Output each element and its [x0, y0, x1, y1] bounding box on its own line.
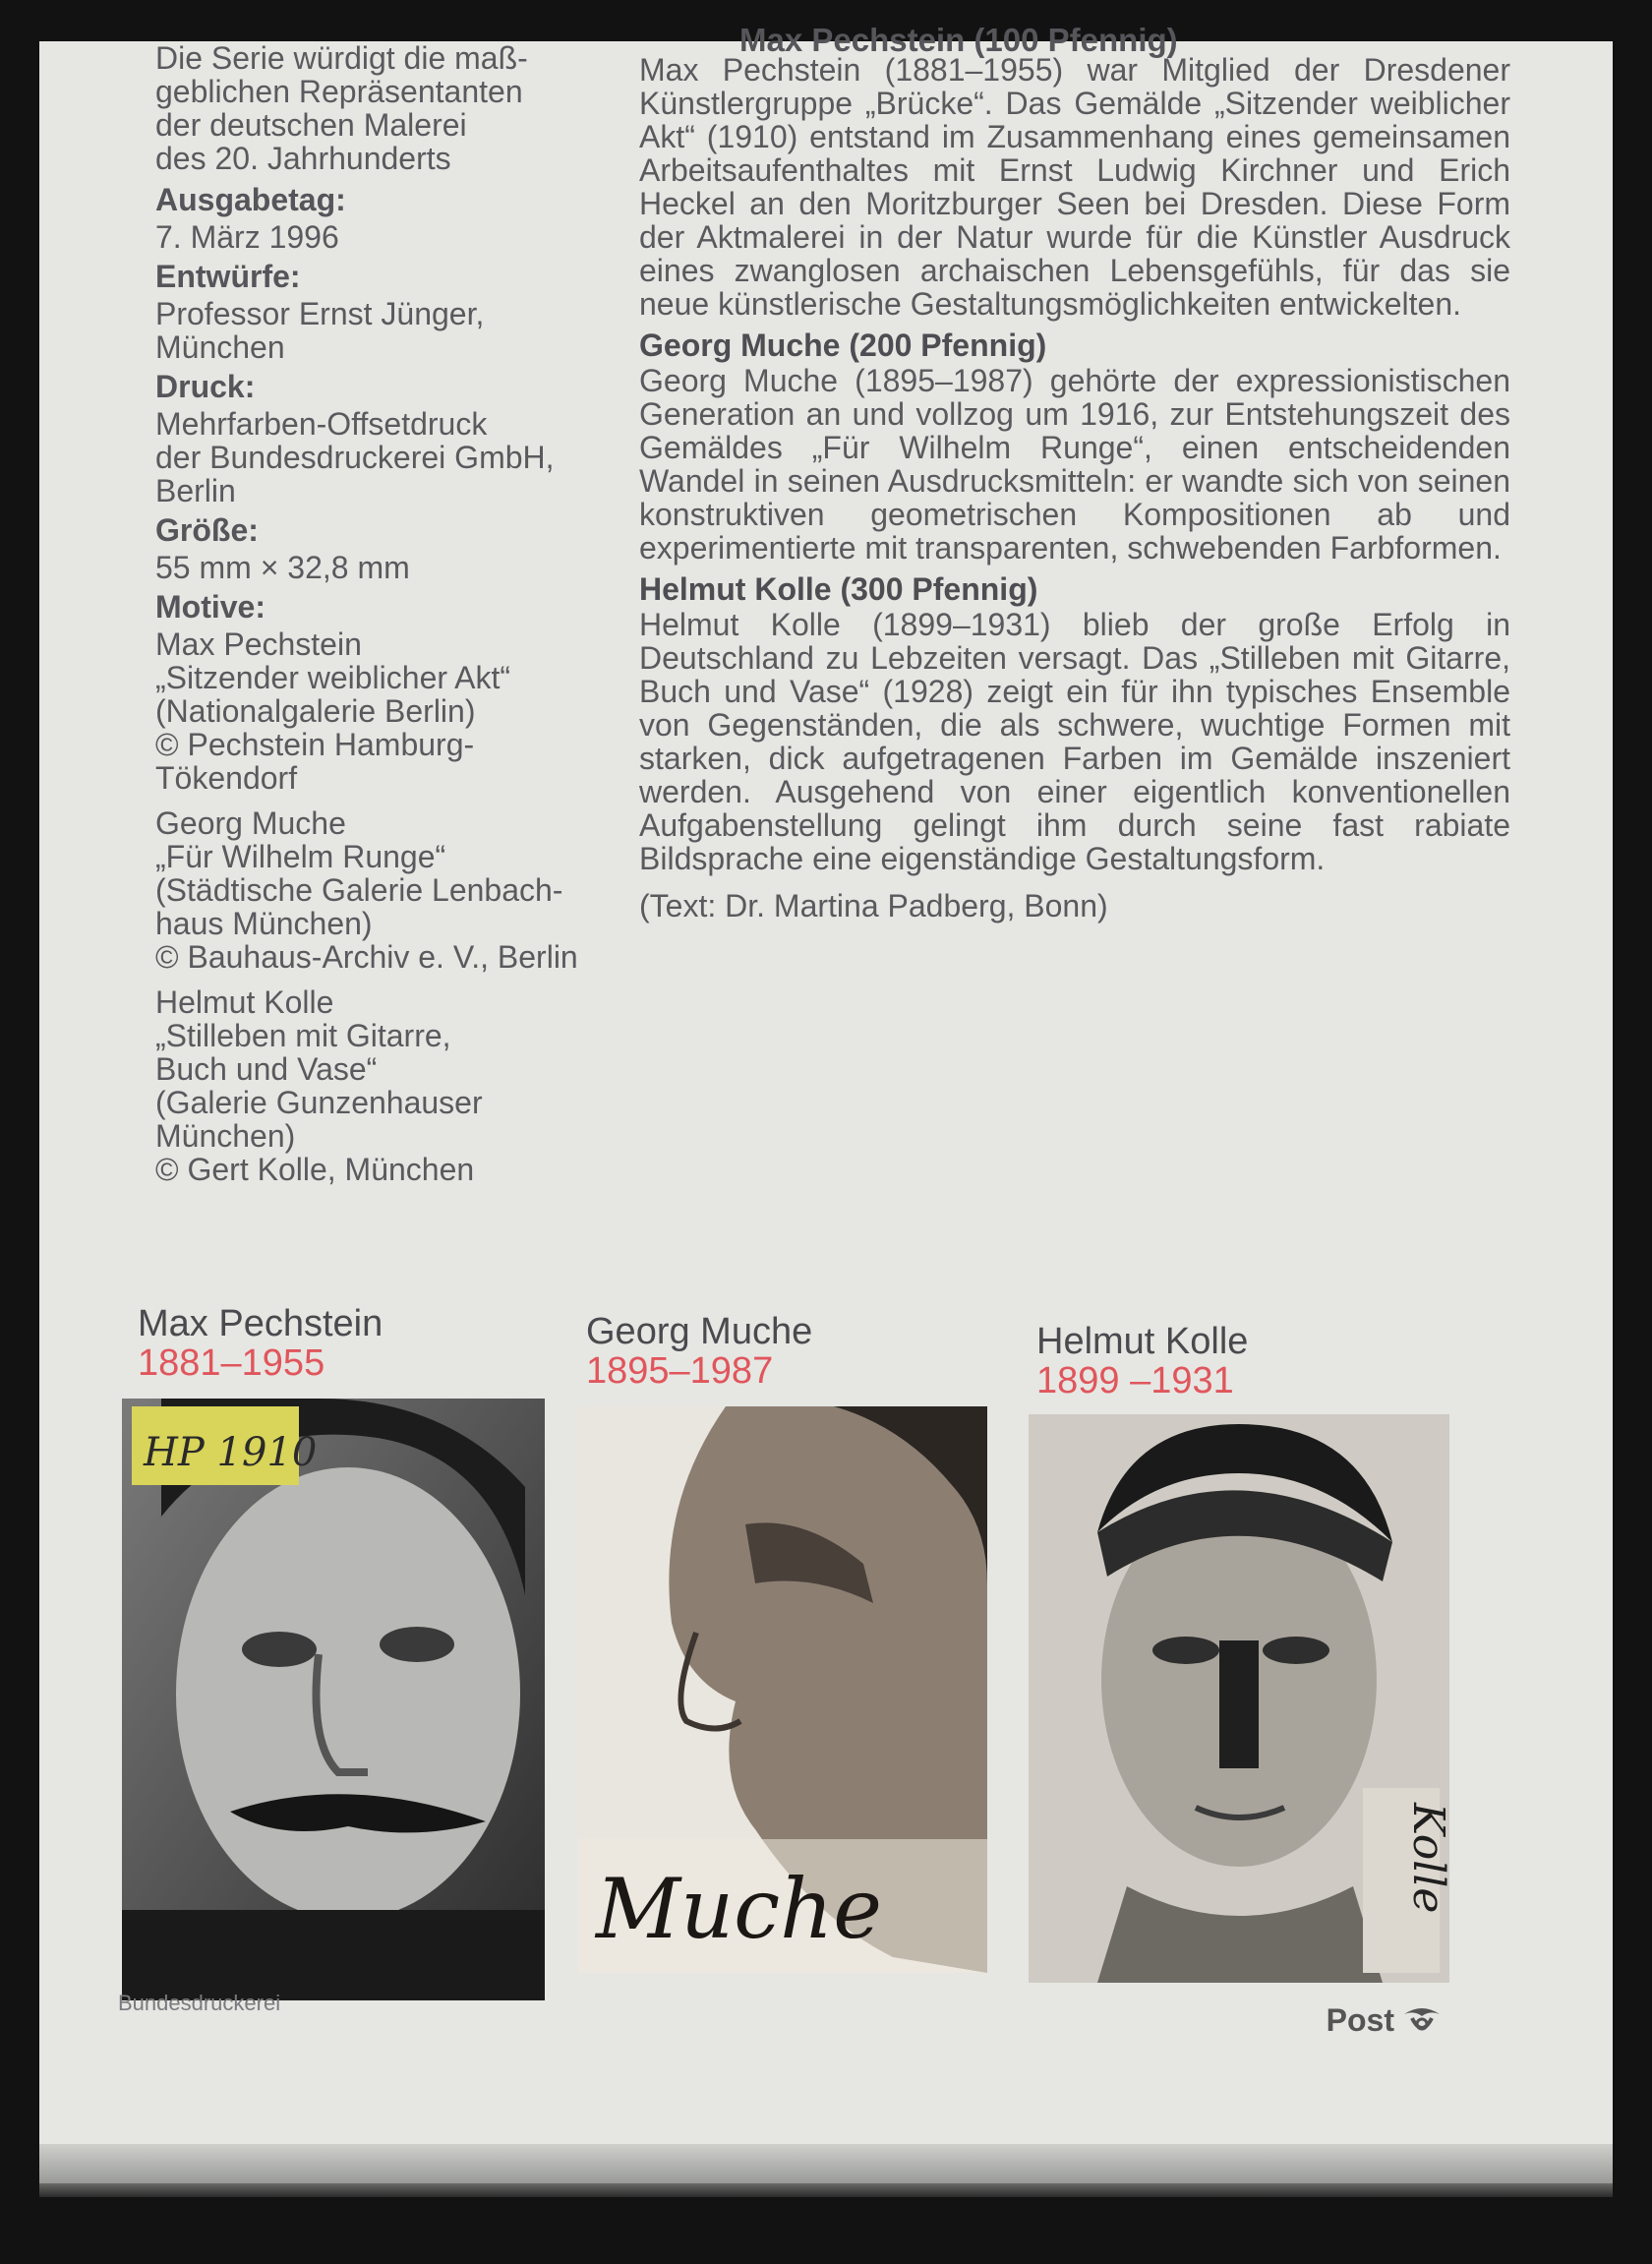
printer-credit: Bundesdruckerei	[118, 1991, 281, 2015]
kolle-text: Helmut Kolle (1899–1931) blieb der große Erfolg in Deutschland zu Lebzeiten versagt. Das „Stilleben mit Gitarre, Buch und Vase“ (1928) zeigt ein für ihn typisches Ensemble von Gegenständen, die als schwere, wuchtige Formen mit starken, dick aufgetragenen Farben im Gemälde inszeniert werden. Ausgehend von einer eigentlich konventionellen Aufgabenstellung gelingt ihm durch seine fast rabiate Bildsprache eine eigenständige Gestaltungsform.	[639, 607, 1510, 876]
portrait-years: 1881–1955	[138, 1342, 325, 1384]
motif-kolle: Helmut Kolle „Stilleben mit Gitarre, Buch und Vase“ (Galerie Gunzenhauser München) © Gert Kolle, München	[155, 984, 483, 1187]
post-horn-icon	[1400, 2004, 1444, 2038]
portrait-years: 1895–1987	[586, 1350, 774, 1392]
kolle-signature: Kolle	[1403, 1803, 1453, 1914]
portrait-kolle	[1036, 1322, 1248, 1400]
photo-kolle	[1029, 1414, 1453, 1983]
portrait-pechstein	[138, 1304, 383, 1383]
motif-pechstein: Max Pechstein „Sitzender weiblicher Akt“ (Nationalgalerie Berlin) © Pechstein Hamburg- Tökendorf	[155, 626, 511, 796]
photo-pechstein	[122, 1399, 545, 2000]
muche-signature: Muche	[596, 1861, 882, 1957]
plastic-sleeve-edge	[39, 2183, 1613, 2197]
series-intro: Die Serie würdigt die maß- geblichen Repräsentanten der deutschen Malerei des 20. Jahrhunderts	[155, 40, 528, 176]
motif-muche: Georg Muche „Für Wilhelm Runge“ (Städtische Galerie Lenbach- haus München) © Bauhaus-Archiv e. V., Berlin	[155, 805, 578, 975]
size-section: Größe: 55 mm × 32,8 mm	[155, 512, 410, 585]
portrait-years: 1899 –1931	[1036, 1360, 1234, 1401]
muche-heading: Georg Muche (200 Pfennig)	[639, 328, 1047, 363]
muche-text: Georg Muche (1895–1987) gehörte der expressionistischen Generation an und vollzog um 1916, zur Entstehungszeit des Gemäldes „Für Wilhelm Runge“, einen entscheidenden Wandel in seinen Ausdrucksmitteln: er wandte sich von seinen konstruktiven geometrischen Kompositionen ab und experimentierte mit transparenten, schwebenden Farbformen.	[639, 363, 1510, 566]
print-section: Druck: Mehrfarben-Offsetdruck der Bundesdruckerei GmbH, Berlin	[155, 369, 555, 508]
portrait-muche	[586, 1312, 812, 1391]
portrait-name: Helmut Kolle	[1036, 1321, 1249, 1362]
text-credit: (Text: Dr. Martina Padberg, Bonn)	[639, 888, 1108, 923]
portrait-name: Georg Muche	[586, 1311, 813, 1352]
motive-label: Motive:	[155, 589, 266, 625]
document-sheet	[39, 22, 1613, 2183]
pechstein-inscription: HP 1910	[144, 1430, 318, 1475]
pechstein-text: Max Pechstein (1881–1955) war Mitglied der Dresdener Künstlergruppe „Brücke“. Das Gemälde „Sitzender weiblicher Akt“ (1910) entstand im Zusammenhang eines gemeinsamen Arbeitsaufenthaltes mit Ernst Ludwig Kirchner und Erich Heckel an den Moritzburger Seen bei Dresden. Diese Form der Aktmalerei in der Natur wurde für die Künstler Ausdruck eines zwanglosen archaischen Lebensgefühls, für das sie neue künstlerische Gestaltungsmöglichkeiten entwickelten.	[639, 52, 1510, 322]
photo-muche	[578, 1406, 987, 1973]
issue-date-section: Ausgabetag: 7. März 1996	[155, 182, 346, 255]
right-column	[639, 53, 1510, 923]
design-section: Entwürfe: Professor Ernst Jünger, München	[155, 259, 485, 365]
left-column	[155, 41, 667, 1198]
post-label: Post	[1326, 2002, 1394, 2038]
post-logo	[1327, 2002, 1444, 2039]
plastic-sleeve-fold	[39, 2144, 1613, 2183]
portrait-name: Max Pechstein	[138, 1303, 384, 1344]
kolle-heading: Helmut Kolle (300 Pfennig)	[639, 571, 1038, 607]
cut-off-heading: Max Pechstein (100 Pfennig)	[739, 22, 1178, 58]
